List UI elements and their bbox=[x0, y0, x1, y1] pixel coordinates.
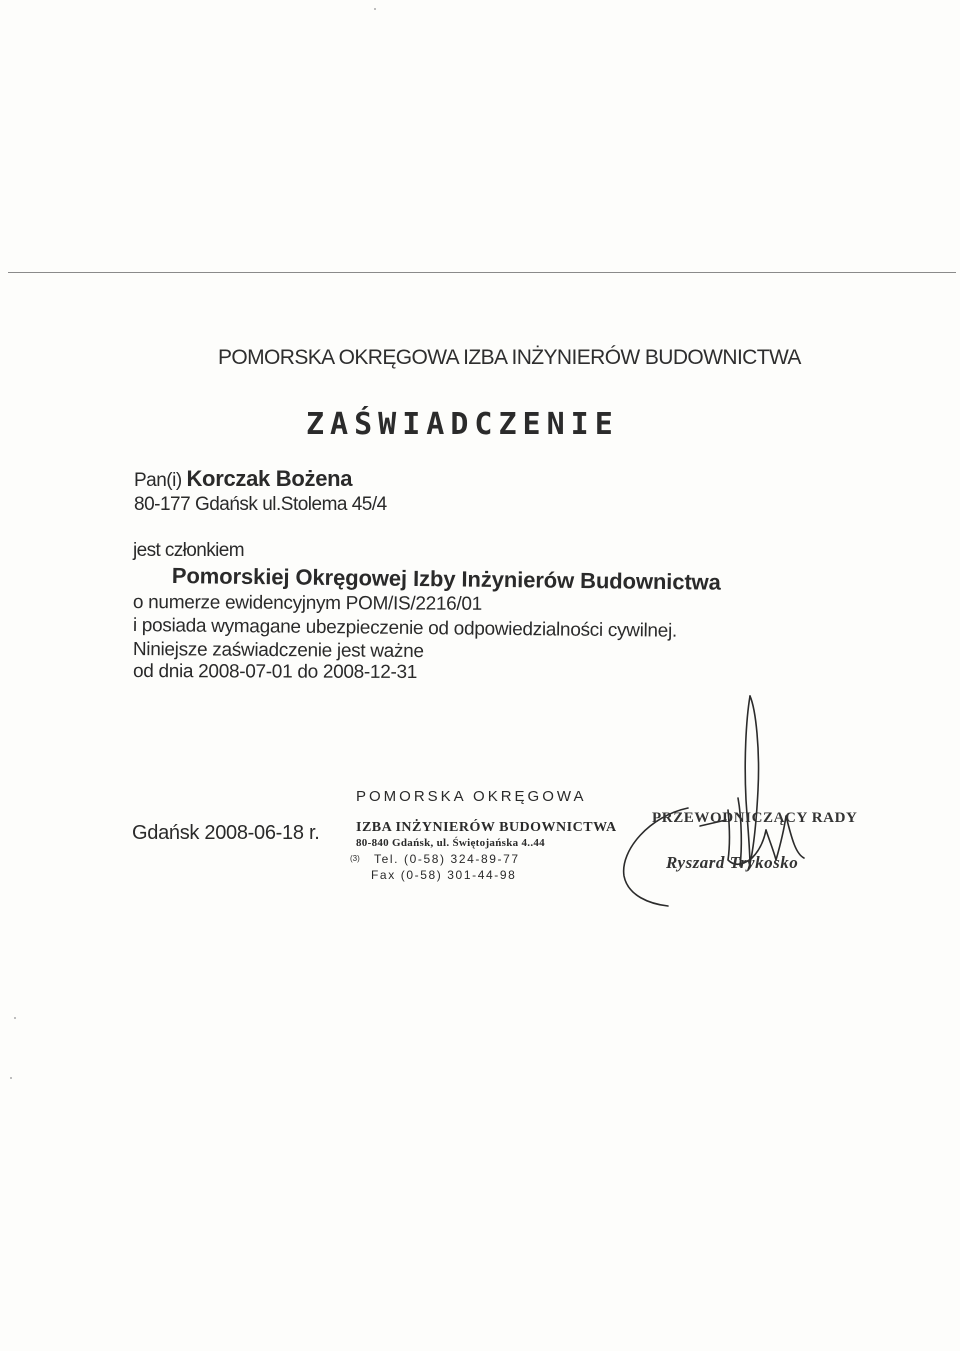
addressee-line bbox=[134, 466, 352, 492]
chairman-name: Ryszard Trykosko bbox=[666, 853, 799, 872]
addressee-name: Korczak Bożena bbox=[186, 466, 353, 491]
organization-header: POMORSKA OKRĘGOWA IZBA INŻYNIERÓW BUDOWNICTWA bbox=[218, 346, 801, 369]
scan-speck bbox=[10, 1077, 12, 1079]
chamber-name: Pomorskiej Okręgowej Izby Inżynierów Budownictwa bbox=[171, 563, 721, 595]
stamp-line-1: POMORSKA OKRĘGOWA bbox=[356, 788, 587, 805]
member-intro: jest członkiem bbox=[133, 540, 244, 561]
scan-edge-line bbox=[8, 272, 956, 273]
stamp-line-3: 80-840 Gdańsk, ul. Świętojańska 4..44 bbox=[356, 837, 545, 849]
stamp-code: (3) bbox=[350, 854, 360, 863]
chairman-title: PRZEWODNICZĄCY RADY bbox=[652, 810, 858, 826]
stamp-phone: Tel. (0-58) 324-89-77 bbox=[374, 852, 520, 866]
place-and-date: Gdańsk 2008-06-18 r. bbox=[132, 822, 320, 844]
document-title: ZAŚWIADCZENIE bbox=[306, 407, 619, 442]
addressee-prefix: Pan(i) bbox=[134, 470, 182, 491]
registration-number-line: o numerze ewidencyjnym POM/IS/2216/01 bbox=[132, 592, 483, 615]
scan-speck bbox=[374, 8, 376, 10]
scan-speck bbox=[14, 1017, 16, 1019]
insurance-line: i posiada wymagane ubezpieczenie od odpowiedzialności cywilnej. bbox=[132, 615, 678, 642]
handwritten-signature bbox=[600, 690, 840, 920]
stamp-line-2: IZBA INŻYNIERÓW BUDOWNICTWA bbox=[356, 820, 617, 835]
validity-range: od dnia 2008-07-01 do 2008-12-31 bbox=[132, 661, 418, 683]
validity-intro: Niniejsze zaświadczenie jest ważne bbox=[132, 639, 424, 663]
addressee-address: 80-177 Gdańsk ul.Stolema 45/4 bbox=[134, 494, 387, 515]
organization-stamp bbox=[350, 788, 624, 882]
stamp-fax: Fax (0-58) 301-44-98 bbox=[371, 868, 517, 882]
signature-stroke bbox=[745, 696, 750, 866]
